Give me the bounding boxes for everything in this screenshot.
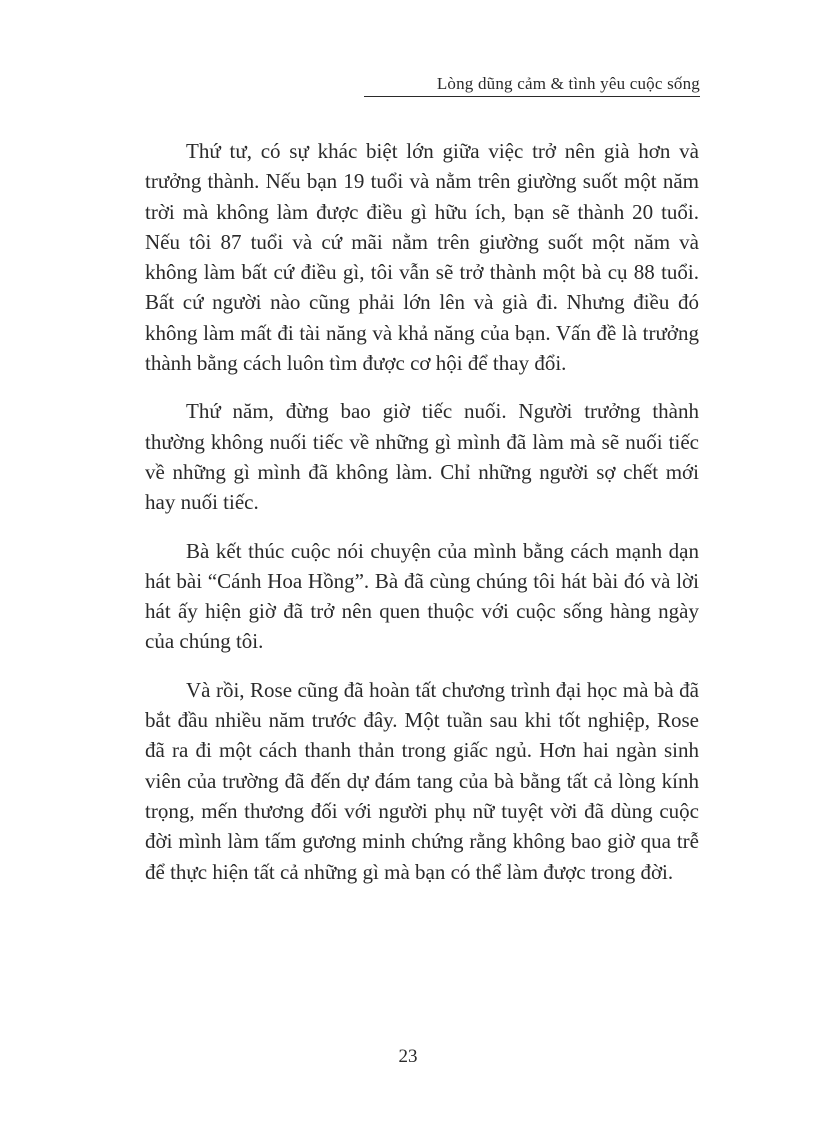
paragraph-fifth-point: Thứ năm, đừng bao giờ tiếc nuối. Người trưởng thành thường không nuối tiếc về những gì mình đã làm mà sẽ nuối tiếc về những gì mình đã không làm. Chỉ những người sợ chết mới hay nuối tiếc. (145, 399, 699, 515)
page-number: 23 (398, 1046, 418, 1067)
paragraph-fourth-point: Thứ tư, có sự khác biệt lớn giữa việc trở nên già hơn và trưởng thành. Nếu bạn 19 tuổi và nằm trên giường suốt một năm trời mà không làm được điều gì hữu ích, bạn sẽ thành 20 tuổi. Nếu tôi 87 tuổi và cứ mãi nằm trên giường suốt một năm và không làm bất cứ điều gì, tôi vẫn sẽ trở thành một bà cụ 88 tuổi. Bất cứ người nào cũng phải lớn lên và già đi. Nhưng điều đó không làm mất đi tài năng và khả năng của bạn. Vấn đề là trưởng thành bằng cách luôn tìm được cơ hội để thay đổi. (145, 139, 699, 376)
paragraph-song: Bà kết thúc cuộc nói chuyện của mình bằng cách mạnh dạn hát bài “Cánh Hoa Hồng”. Bà đã cùng chúng tôi hát bài đó và lời hát ấy hiện giờ đã trở nên quen thuộc với cuộc sống hàng ngày của chúng tôi. (145, 538, 699, 654)
running-header-title: Lòng dũng cảm & tình yêu cuộc sống (436, 74, 700, 93)
body-text (145, 136, 699, 887)
paragraph-graduation: Và rồi, Rose cũng đã hoàn tất chương trình đại học mà bà đã bắt đầu nhiều năm trước đây. Một tuần sau khi tốt nghiệp, Rose đã ra đi một cách thanh thản trong giấc ngủ. Hơn hai ngàn sinh viên của trường đã đến dự đám tang của bà bằng tất cả lòng kính trọng, mến thương đối với người phụ nữ tuyệt vời đã dùng cuộc đời mình làm tấm gương minh chứng rằng không bao giờ qua trễ để thực hiện tất cả những gì mà bạn có thể làm được trong đời. (145, 677, 699, 884)
header-rule (364, 96, 700, 97)
